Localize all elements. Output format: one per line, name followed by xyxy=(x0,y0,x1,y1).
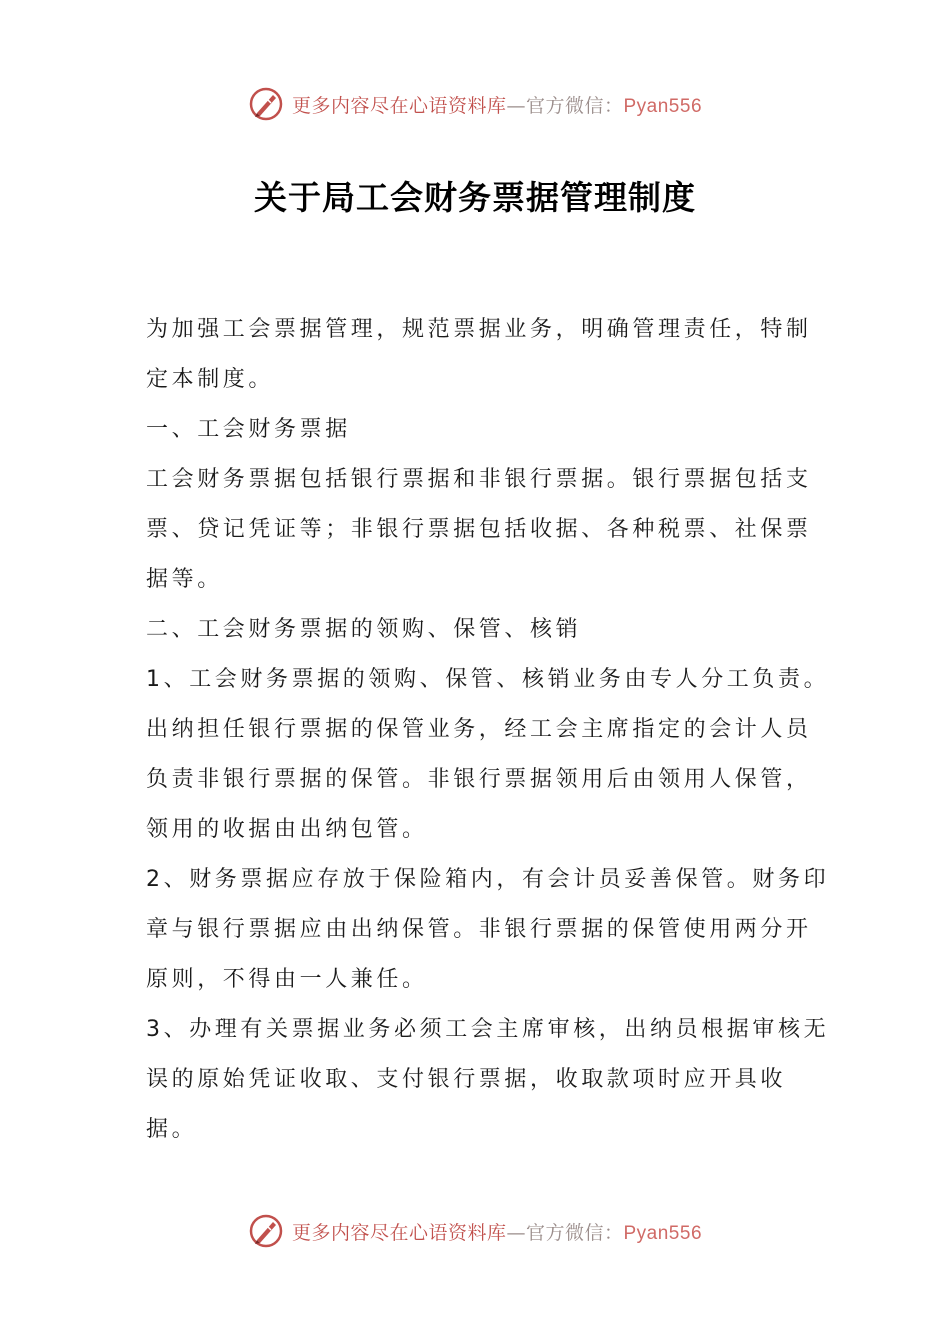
watermark-separator: — xyxy=(506,94,526,117)
watermark-brand: 更多内容尽在心语资料库 xyxy=(291,94,507,117)
paragraph-item-3: 3、办理有关票据业务必须工会主席审核，出纳员根据审核无误的原始凭证收取、支付银行票据，收取款项时应开具收据。 xyxy=(146,1017,830,1142)
paragraph-intro: 为加强工会票据管理，规范票据业务，明确管理责任，特制定本制度。 xyxy=(146,317,812,392)
pen-logo-icon xyxy=(248,86,284,122)
document-body xyxy=(146,305,836,1155)
header-watermark xyxy=(0,82,950,126)
watermark-wechat-id: Pyan556 xyxy=(623,95,703,117)
footer-watermark xyxy=(0,1209,950,1253)
document-title: 关于局工会财务票据管理制度 xyxy=(254,178,696,217)
paragraph-item-2: 2、财务票据应存放于保险箱内，有会计员妥善保管。财务印章与银行票据应由出纳保管。非银行票据的保管使用两分开原则，不得由一人兼任。 xyxy=(146,867,830,992)
watermark-separator: — xyxy=(506,1221,526,1244)
watermark-text xyxy=(292,91,702,118)
section-heading-1: 一、工会财务票据 xyxy=(146,417,351,442)
watermark-label: 官方微信： xyxy=(525,1221,624,1244)
pen-logo-icon xyxy=(248,1213,284,1249)
watermark-brand: 更多内容尽在心语资料库 xyxy=(291,1221,507,1244)
paragraph-section-1: 工会财务票据包括银行票据和非银行票据。银行票据包括支票、贷记凭证等；非银行票据包括收据、各种税票、社保票据等。 xyxy=(146,467,812,592)
watermark-text xyxy=(292,1218,702,1245)
section-heading-2: 二、工会财务票据的领购、保管、核销 xyxy=(146,617,582,642)
watermark-wechat-id: Pyan556 xyxy=(623,1222,703,1244)
paragraph-item-1: 1、工会财务票据的领购、保管、核销业务由专人分工负责。出纳担任银行票据的保管业务，经工会主席指定的会计人员负责非银行票据的保管。非银行票据领用后由领用人保管，领用的收据由出纳包管。 xyxy=(146,667,830,842)
watermark-label: 官方微信： xyxy=(525,94,624,117)
